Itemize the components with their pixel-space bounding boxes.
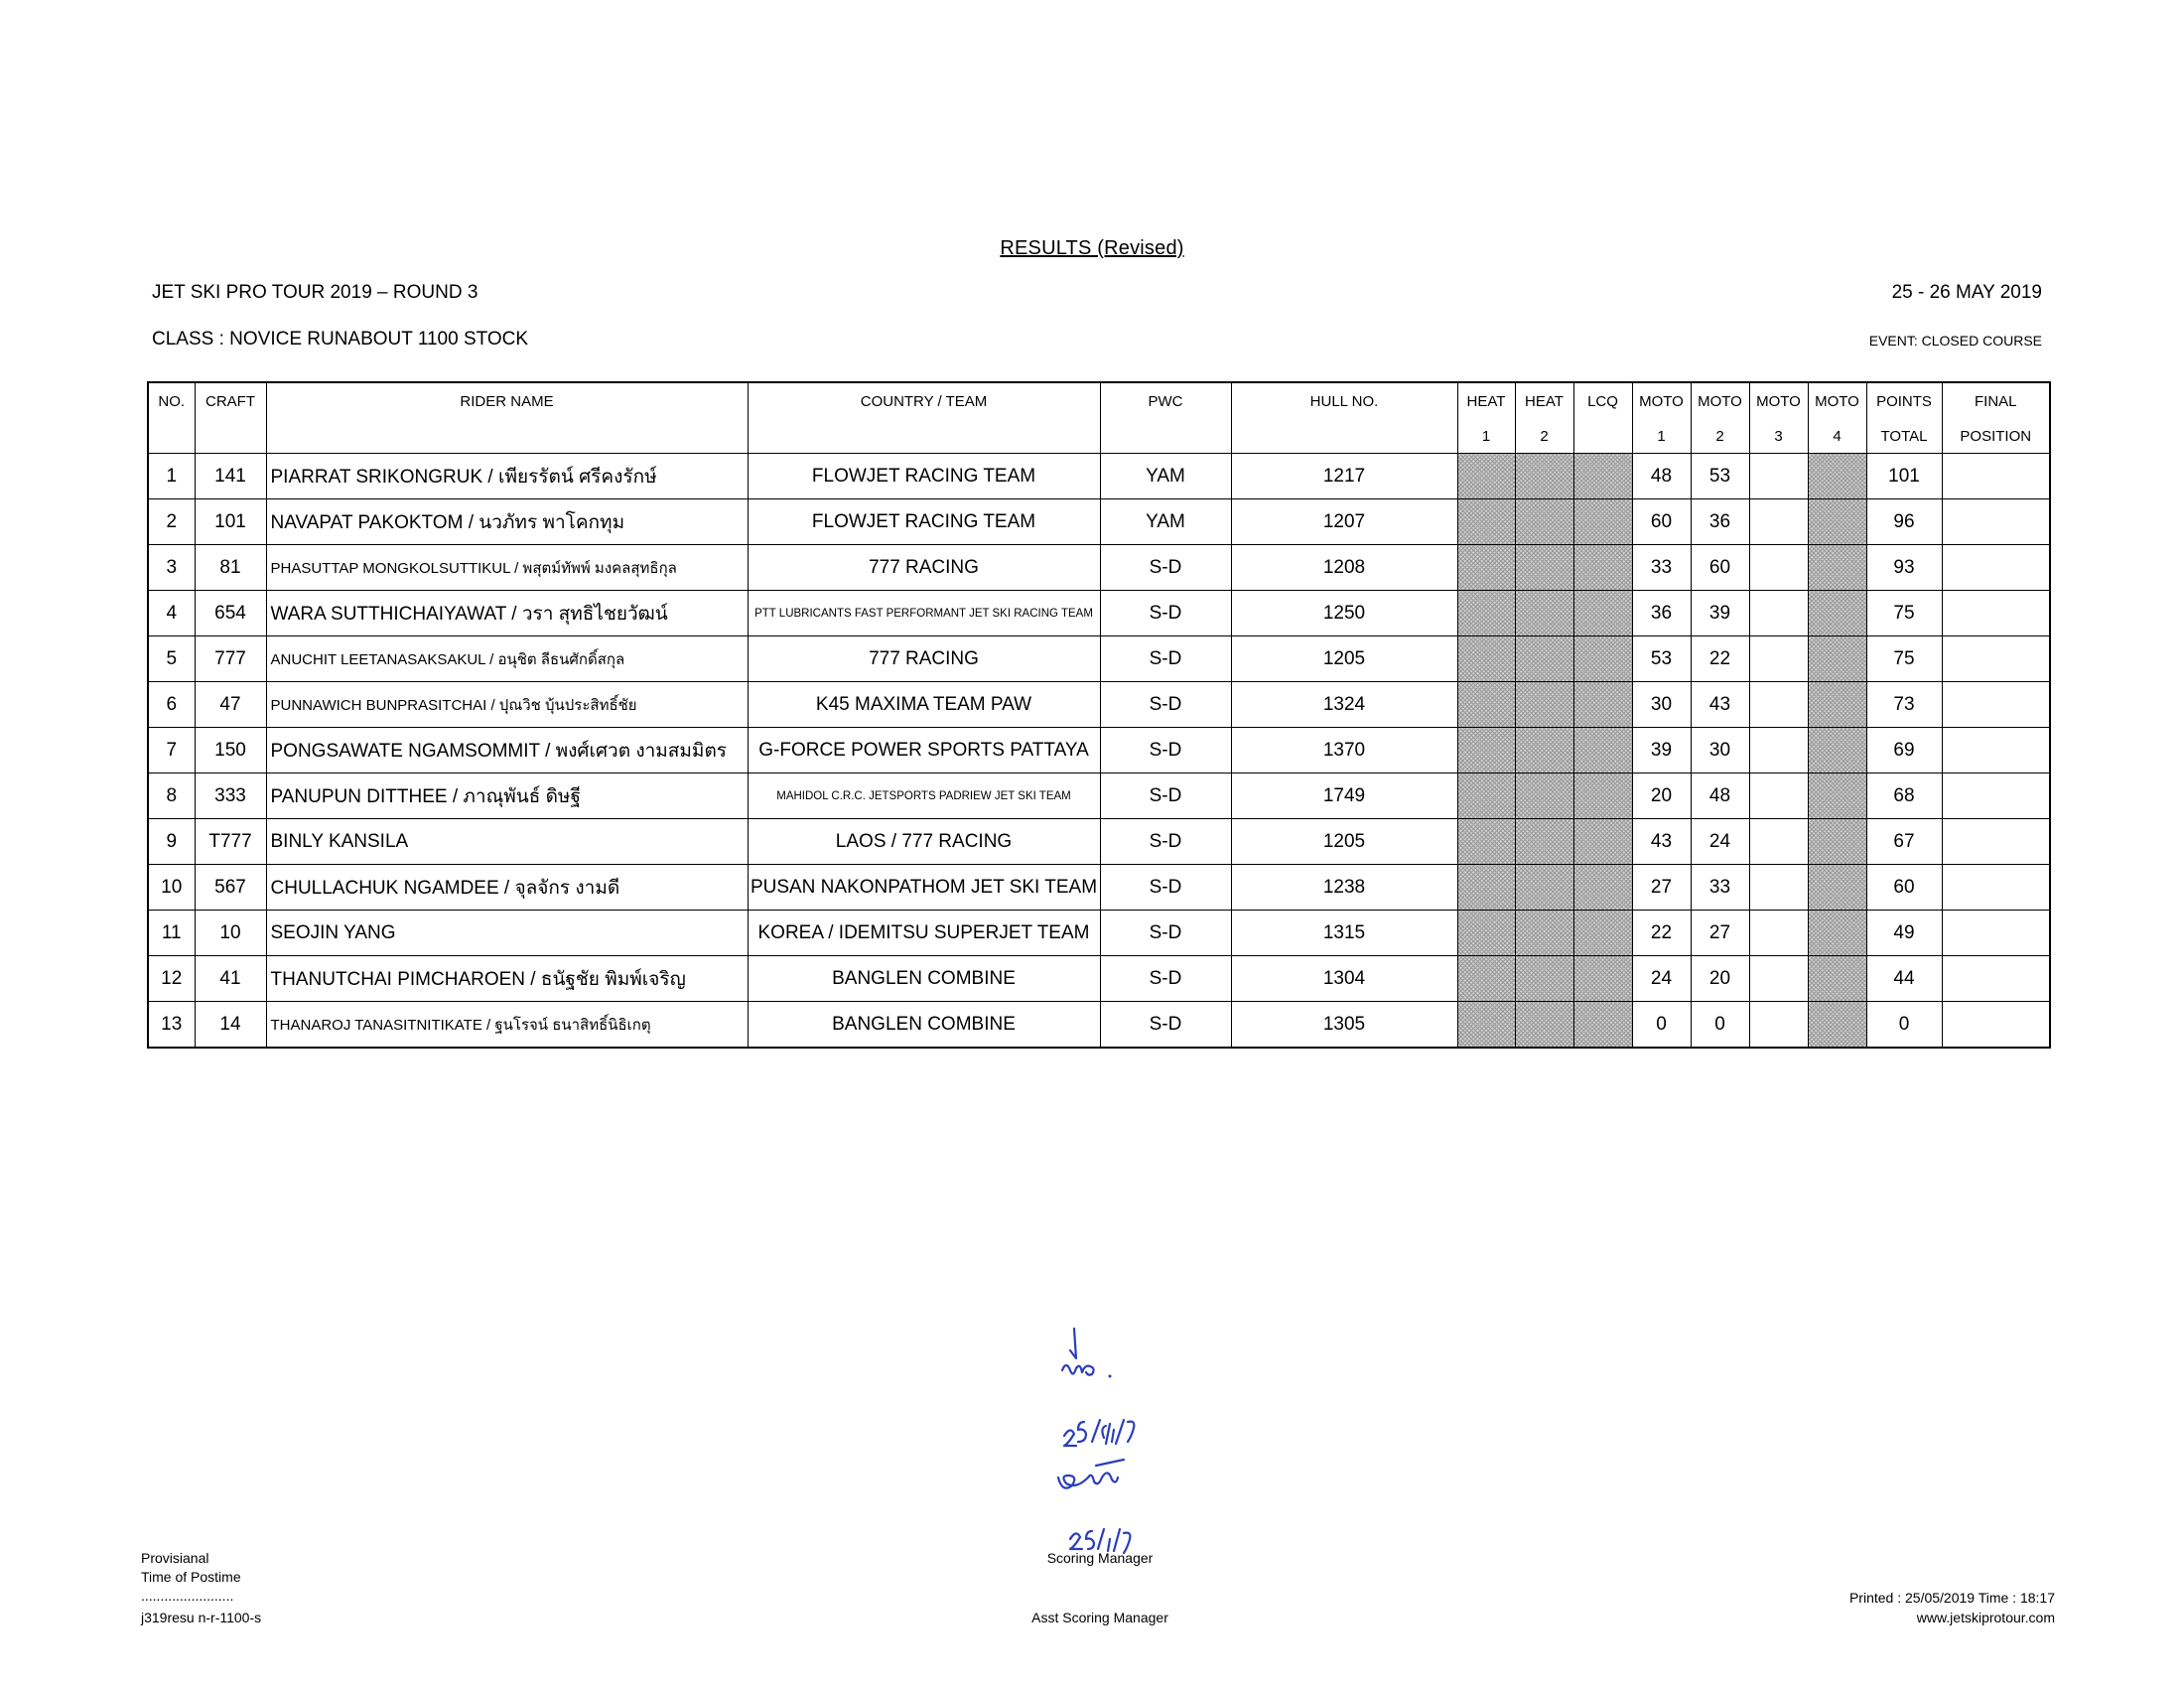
time-of-postime-label: Time of Postime xyxy=(141,1569,241,1585)
cell-heat1-shaded xyxy=(1457,728,1515,774)
cell-rider-name: SEOJIN YANG xyxy=(266,911,748,956)
asst-scoring-manager-label: Asst Scoring Manager xyxy=(1031,1610,1168,1625)
cell-heat1-shaded xyxy=(1457,682,1515,728)
cell-no: 8 xyxy=(148,774,195,819)
cell-lcq-shaded xyxy=(1573,819,1632,865)
cell-craft: 101 xyxy=(195,499,266,545)
cell-pwc: S-D xyxy=(1100,1002,1231,1049)
cell-lcq-shaded xyxy=(1573,1002,1632,1049)
cell-points-total: 0 xyxy=(1866,1002,1942,1049)
cell-hull-no: 1205 xyxy=(1231,819,1457,865)
cell-pwc: S-D xyxy=(1100,545,1231,591)
cell-moto1: 27 xyxy=(1632,865,1691,911)
cell-craft: 141 xyxy=(195,454,266,499)
cell-pwc: S-D xyxy=(1100,774,1231,819)
cell-moto3 xyxy=(1749,591,1808,636)
cell-lcq-shaded xyxy=(1573,499,1632,545)
cell-lcq-shaded xyxy=(1573,865,1632,911)
cell-heat1-shaded xyxy=(1457,956,1515,1002)
col-moto4-num: 4 xyxy=(1808,419,1866,454)
col-rider-header: RIDER NAME xyxy=(266,382,748,454)
cell-moto2: 0 xyxy=(1691,1002,1749,1049)
col-team-header: COUNTRY / TEAM xyxy=(748,382,1100,454)
cell-moto3 xyxy=(1749,774,1808,819)
printed-timestamp: Printed : 25/05/2019 Time : 18:17 xyxy=(1848,1590,2055,1606)
cell-team: G-FORCE POWER SPORTS PATTAYA xyxy=(748,728,1100,774)
cell-heat1-shaded xyxy=(1457,819,1515,865)
cell-heat2-shaded xyxy=(1515,591,1573,636)
cell-points-total: 73 xyxy=(1866,682,1942,728)
cell-moto3 xyxy=(1749,636,1808,682)
cell-moto4-shaded xyxy=(1808,682,1866,728)
cell-moto3 xyxy=(1749,499,1808,545)
cell-heat1-shaded xyxy=(1457,774,1515,819)
cell-rider-name: THANUTCHAI PIMCHAROEN / ธนัฐชัย พิมพ์เจริญ xyxy=(266,956,748,1002)
cell-pwc: YAM xyxy=(1100,499,1231,545)
cell-pwc: S-D xyxy=(1100,728,1231,774)
cell-points-total: 69 xyxy=(1866,728,1942,774)
cell-final-position xyxy=(1942,682,2050,728)
cell-craft: T777 xyxy=(195,819,266,865)
cell-moto1: 33 xyxy=(1632,545,1691,591)
cell-points-total: 67 xyxy=(1866,819,1942,865)
table-row xyxy=(148,545,2050,591)
cell-moto4-shaded xyxy=(1808,545,1866,591)
col-final-position: POSITION xyxy=(1942,419,2050,454)
table-row xyxy=(148,728,2050,774)
cell-heat2-shaded xyxy=(1515,636,1573,682)
cell-moto1: 53 xyxy=(1632,636,1691,682)
cell-heat1-shaded xyxy=(1457,591,1515,636)
table-row xyxy=(148,682,2050,728)
cell-points-total: 96 xyxy=(1866,499,1942,545)
cell-lcq-shaded xyxy=(1573,454,1632,499)
cell-final-position xyxy=(1942,865,2050,911)
table-row xyxy=(148,636,2050,682)
cell-pwc: S-D xyxy=(1100,819,1231,865)
cell-craft: 150 xyxy=(195,728,266,774)
cell-pwc: YAM xyxy=(1100,454,1231,499)
cell-moto4-shaded xyxy=(1808,499,1866,545)
cell-team: BANGLEN COMBINE xyxy=(748,1002,1100,1049)
cell-no: 3 xyxy=(148,545,195,591)
cell-no: 12 xyxy=(148,956,195,1002)
cell-heat1-shaded xyxy=(1457,865,1515,911)
cell-craft: 81 xyxy=(195,545,266,591)
col-craft-header: CRAFT xyxy=(195,382,266,454)
cell-no: 9 xyxy=(148,819,195,865)
cell-moto2: 22 xyxy=(1691,636,1749,682)
cell-no: 13 xyxy=(148,1002,195,1049)
file-code: j319resu n-r-1100-s xyxy=(141,1610,262,1625)
cell-team: LAOS / 777 RACING xyxy=(748,819,1100,865)
table-row xyxy=(148,865,2050,911)
col-points-header: POINTS xyxy=(1866,382,1942,419)
col-heat1-header: HEAT xyxy=(1457,382,1515,419)
cell-heat1-shaded xyxy=(1457,499,1515,545)
cell-points-total: 75 xyxy=(1866,636,1942,682)
cell-moto1: 24 xyxy=(1632,956,1691,1002)
cell-final-position xyxy=(1942,774,2050,819)
cell-points-total: 93 xyxy=(1866,545,1942,591)
cell-hull-no: 1305 xyxy=(1231,1002,1457,1049)
postime-dots: ........................ xyxy=(141,1588,234,1604)
cell-lcq-shaded xyxy=(1573,545,1632,591)
col-heat2-num: 2 xyxy=(1515,419,1573,454)
cell-moto3 xyxy=(1749,911,1808,956)
cell-moto4-shaded xyxy=(1808,911,1866,956)
cell-heat1-shaded xyxy=(1457,545,1515,591)
cell-craft: 14 xyxy=(195,1002,266,1049)
cell-heat2-shaded xyxy=(1515,545,1573,591)
cell-heat2-shaded xyxy=(1515,499,1573,545)
cell-final-position xyxy=(1942,499,2050,545)
cell-hull-no: 1217 xyxy=(1231,454,1457,499)
cell-hull-no: 1370 xyxy=(1231,728,1457,774)
cell-hull-no: 1304 xyxy=(1231,956,1457,1002)
cell-team: BANGLEN COMBINE xyxy=(748,956,1100,1002)
cell-rider-name: ANUCHIT LEETANASAKSAKUL / อนุชิต ลีธนศักดิ์สกุล xyxy=(266,636,748,682)
cell-points-total: 44 xyxy=(1866,956,1942,1002)
handwritten-signatures xyxy=(1040,1319,1169,1567)
cell-heat2-shaded xyxy=(1515,454,1573,499)
cell-heat2-shaded xyxy=(1515,728,1573,774)
results-table xyxy=(147,381,2051,1049)
provisional-label: Provisianal xyxy=(141,1550,209,1566)
cell-final-position xyxy=(1942,591,2050,636)
cell-rider-name: NAVAPAT PAKOKTOM / นวภัทร พาโคกทุม xyxy=(266,499,748,545)
cell-heat2-shaded xyxy=(1515,774,1573,819)
signature-image xyxy=(1040,1319,1169,1567)
cell-team: FLOWJET RACING TEAM xyxy=(748,499,1100,545)
cell-team: PTT LUBRICANTS FAST PERFORMANT JET SKI RACING TEAM xyxy=(748,591,1100,636)
table-row xyxy=(148,911,2050,956)
cell-lcq-shaded xyxy=(1573,591,1632,636)
cell-rider-name: PIARRAT SRIKONGRUK / เพียรรัตน์ ศรีคงรักษ์ xyxy=(266,454,748,499)
cell-moto2: 20 xyxy=(1691,956,1749,1002)
cell-moto4-shaded xyxy=(1808,636,1866,682)
cell-moto4-shaded xyxy=(1808,774,1866,819)
cell-hull-no: 1238 xyxy=(1231,865,1457,911)
col-moto4-header: MOTO xyxy=(1808,382,1866,419)
cell-rider-name: WARA SUTTHICHAIYAWAT / วรา สุทธิไชยวัฒน์ xyxy=(266,591,748,636)
cell-team: K45 MAXIMA TEAM PAW xyxy=(748,682,1100,728)
cell-moto1: 30 xyxy=(1632,682,1691,728)
cell-lcq-shaded xyxy=(1573,956,1632,1002)
event-dates: 25 - 26 MAY 2019 xyxy=(1891,282,2042,303)
cell-heat1-shaded xyxy=(1457,636,1515,682)
cell-moto4-shaded xyxy=(1808,454,1866,499)
cell-moto3 xyxy=(1749,454,1808,499)
cell-final-position xyxy=(1942,636,2050,682)
cell-pwc: S-D xyxy=(1100,911,1231,956)
cell-moto1: 22 xyxy=(1632,911,1691,956)
cell-moto2: 43 xyxy=(1691,682,1749,728)
cell-pwc: S-D xyxy=(1100,865,1231,911)
cell-craft: 567 xyxy=(195,865,266,911)
cell-moto2: 33 xyxy=(1691,865,1749,911)
cell-rider-name: PONGSAWATE NGAMSOMMIT / พงศ์เศวต งามสมมิตร xyxy=(266,728,748,774)
cell-final-position xyxy=(1942,1002,2050,1049)
col-moto1-num: 1 xyxy=(1632,419,1691,454)
cell-lcq-shaded xyxy=(1573,911,1632,956)
cell-moto3 xyxy=(1749,819,1808,865)
cell-lcq-shaded xyxy=(1573,774,1632,819)
table-row xyxy=(148,499,2050,545)
col-lcq-header: LCQ xyxy=(1573,382,1632,419)
cell-points-total: 49 xyxy=(1866,911,1942,956)
table-row xyxy=(148,819,2050,865)
cell-craft: 47 xyxy=(195,682,266,728)
class-name: CLASS : NOVICE RUNABOUT 1100 STOCK xyxy=(152,329,529,350)
col-moto3-header: MOTO xyxy=(1749,382,1808,419)
cell-craft: 41 xyxy=(195,956,266,1002)
cell-rider-name: THANAROJ TANASITNITIKATE / ฐนโรจน์ ธนาสิทธิ์นิธิเกตุ xyxy=(266,1002,748,1049)
cell-heat2-shaded xyxy=(1515,956,1573,1002)
cell-moto3 xyxy=(1749,865,1808,911)
cell-hull-no: 1749 xyxy=(1231,774,1457,819)
col-moto2-header: MOTO xyxy=(1691,382,1749,419)
cell-moto3 xyxy=(1749,545,1808,591)
cell-no: 2 xyxy=(148,499,195,545)
cell-moto1: 43 xyxy=(1632,819,1691,865)
cell-final-position xyxy=(1942,454,2050,499)
cell-moto3 xyxy=(1749,682,1808,728)
cell-points-total: 68 xyxy=(1866,774,1942,819)
col-hull-header: HULL NO. xyxy=(1231,382,1457,454)
cell-moto2: 27 xyxy=(1691,911,1749,956)
cell-moto2: 60 xyxy=(1691,545,1749,591)
col-final-header: FINAL xyxy=(1942,382,2050,419)
cell-moto2: 24 xyxy=(1691,819,1749,865)
cell-no: 1 xyxy=(148,454,195,499)
cell-moto1: 60 xyxy=(1632,499,1691,545)
cell-final-position xyxy=(1942,819,2050,865)
col-moto2-num: 2 xyxy=(1691,419,1749,454)
cell-team: MAHIDOL C.R.C. JETSPORTS PADRIEW JET SKI TEAM xyxy=(748,774,1100,819)
cell-craft: 777 xyxy=(195,636,266,682)
website-url: www.jetskiprotour.com xyxy=(1916,1610,2055,1625)
event-name: JET SKI PRO TOUR 2019 – ROUND 3 xyxy=(152,282,478,303)
cell-heat2-shaded xyxy=(1515,819,1573,865)
cell-rider-name: PHASUTTAP MONGKOLSUTTIKUL / พสุตม์ทัพพ์ มงคลสุทธิกุล xyxy=(266,545,748,591)
cell-rider-name: BINLY KANSILA xyxy=(266,819,748,865)
cell-moto1: 36 xyxy=(1632,591,1691,636)
cell-final-position xyxy=(1942,911,2050,956)
cell-hull-no: 1207 xyxy=(1231,499,1457,545)
cell-craft: 654 xyxy=(195,591,266,636)
cell-hull-no: 1250 xyxy=(1231,591,1457,636)
cell-hull-no: 1324 xyxy=(1231,682,1457,728)
cell-moto4-shaded xyxy=(1808,591,1866,636)
cell-no: 11 xyxy=(148,911,195,956)
cell-craft: 10 xyxy=(195,911,266,956)
cell-moto3 xyxy=(1749,956,1808,1002)
cell-lcq-shaded xyxy=(1573,728,1632,774)
cell-lcq-shaded xyxy=(1573,636,1632,682)
event-type: EVENT: CLOSED COURSE xyxy=(1868,333,2042,349)
col-heat1-num: 1 xyxy=(1457,419,1515,454)
cell-moto4-shaded xyxy=(1808,865,1866,911)
cell-moto4-shaded xyxy=(1808,956,1866,1002)
cell-moto3 xyxy=(1749,728,1808,774)
col-heat2-header: HEAT xyxy=(1515,382,1573,419)
cell-moto1: 48 xyxy=(1632,454,1691,499)
cell-moto4-shaded xyxy=(1808,728,1866,774)
col-moto1-header: MOTO xyxy=(1632,382,1691,419)
cell-heat1-shaded xyxy=(1457,911,1515,956)
cell-team: FLOWJET RACING TEAM xyxy=(748,454,1100,499)
cell-craft: 333 xyxy=(195,774,266,819)
cell-moto2: 30 xyxy=(1691,728,1749,774)
cell-heat1-shaded xyxy=(1457,1002,1515,1049)
cell-points-total: 60 xyxy=(1866,865,1942,911)
cell-moto4-shaded xyxy=(1808,1002,1866,1049)
table-row xyxy=(148,454,2050,499)
cell-pwc: S-D xyxy=(1100,591,1231,636)
col-points-total: TOTAL xyxy=(1866,419,1942,454)
cell-moto2: 53 xyxy=(1691,454,1749,499)
cell-final-position xyxy=(1942,956,2050,1002)
scoring-manager-label: Scoring Manager xyxy=(1046,1550,1154,1566)
col-lcq-sub xyxy=(1573,419,1632,454)
cell-pwc: S-D xyxy=(1100,682,1231,728)
cell-moto1: 39 xyxy=(1632,728,1691,774)
cell-hull-no: 1208 xyxy=(1231,545,1457,591)
col-pwc-header: PWC xyxy=(1100,382,1231,454)
cell-heat1-shaded xyxy=(1457,454,1515,499)
cell-no: 6 xyxy=(148,682,195,728)
cell-lcq-shaded xyxy=(1573,682,1632,728)
cell-moto2: 36 xyxy=(1691,499,1749,545)
cell-final-position xyxy=(1942,545,2050,591)
cell-no: 5 xyxy=(148,636,195,682)
cell-moto2: 48 xyxy=(1691,774,1749,819)
cell-moto4-shaded xyxy=(1808,819,1866,865)
cell-no: 7 xyxy=(148,728,195,774)
cell-heat2-shaded xyxy=(1515,682,1573,728)
cell-heat2-shaded xyxy=(1515,911,1573,956)
cell-team: 777 RACING xyxy=(748,636,1100,682)
cell-moto1: 20 xyxy=(1632,774,1691,819)
cell-rider-name: PUNNAWICH BUNPRASITCHAI / ปุณวิช บุ้นประสิทธิ์ชัย xyxy=(266,682,748,728)
table-row xyxy=(148,774,2050,819)
table-row xyxy=(148,1002,2050,1049)
cell-hull-no: 1205 xyxy=(1231,636,1457,682)
cell-hull-no: 1315 xyxy=(1231,911,1457,956)
cell-points-total: 101 xyxy=(1866,454,1942,499)
cell-moto3 xyxy=(1749,1002,1808,1049)
cell-moto1: 0 xyxy=(1632,1002,1691,1049)
cell-no: 10 xyxy=(148,865,195,911)
cell-final-position xyxy=(1942,728,2050,774)
cell-rider-name: PANUPUN DITTHEE / ภาณุพันธ์ ดิษฐี xyxy=(266,774,748,819)
cell-pwc: S-D xyxy=(1100,636,1231,682)
cell-team: KOREA / IDEMITSU SUPERJET TEAM xyxy=(748,911,1100,956)
col-moto3-num: 3 xyxy=(1749,419,1808,454)
cell-pwc: S-D xyxy=(1100,956,1231,1002)
cell-team: 777 RACING xyxy=(748,545,1100,591)
cell-heat2-shaded xyxy=(1515,1002,1573,1049)
cell-points-total: 75 xyxy=(1866,591,1942,636)
cell-team: PUSAN NAKONPATHOM JET SKI TEAM xyxy=(748,865,1100,911)
cell-moto2: 39 xyxy=(1691,591,1749,636)
col-no-header: NO. xyxy=(148,382,195,454)
table-row xyxy=(148,956,2050,1002)
table-row xyxy=(148,591,2050,636)
cell-rider-name: CHULLACHUK NGAMDEE / จุลจักร งามดี xyxy=(266,865,748,911)
page-title: RESULTS (Revised) xyxy=(1000,237,1184,259)
cell-heat2-shaded xyxy=(1515,865,1573,911)
cell-no: 4 xyxy=(148,591,195,636)
